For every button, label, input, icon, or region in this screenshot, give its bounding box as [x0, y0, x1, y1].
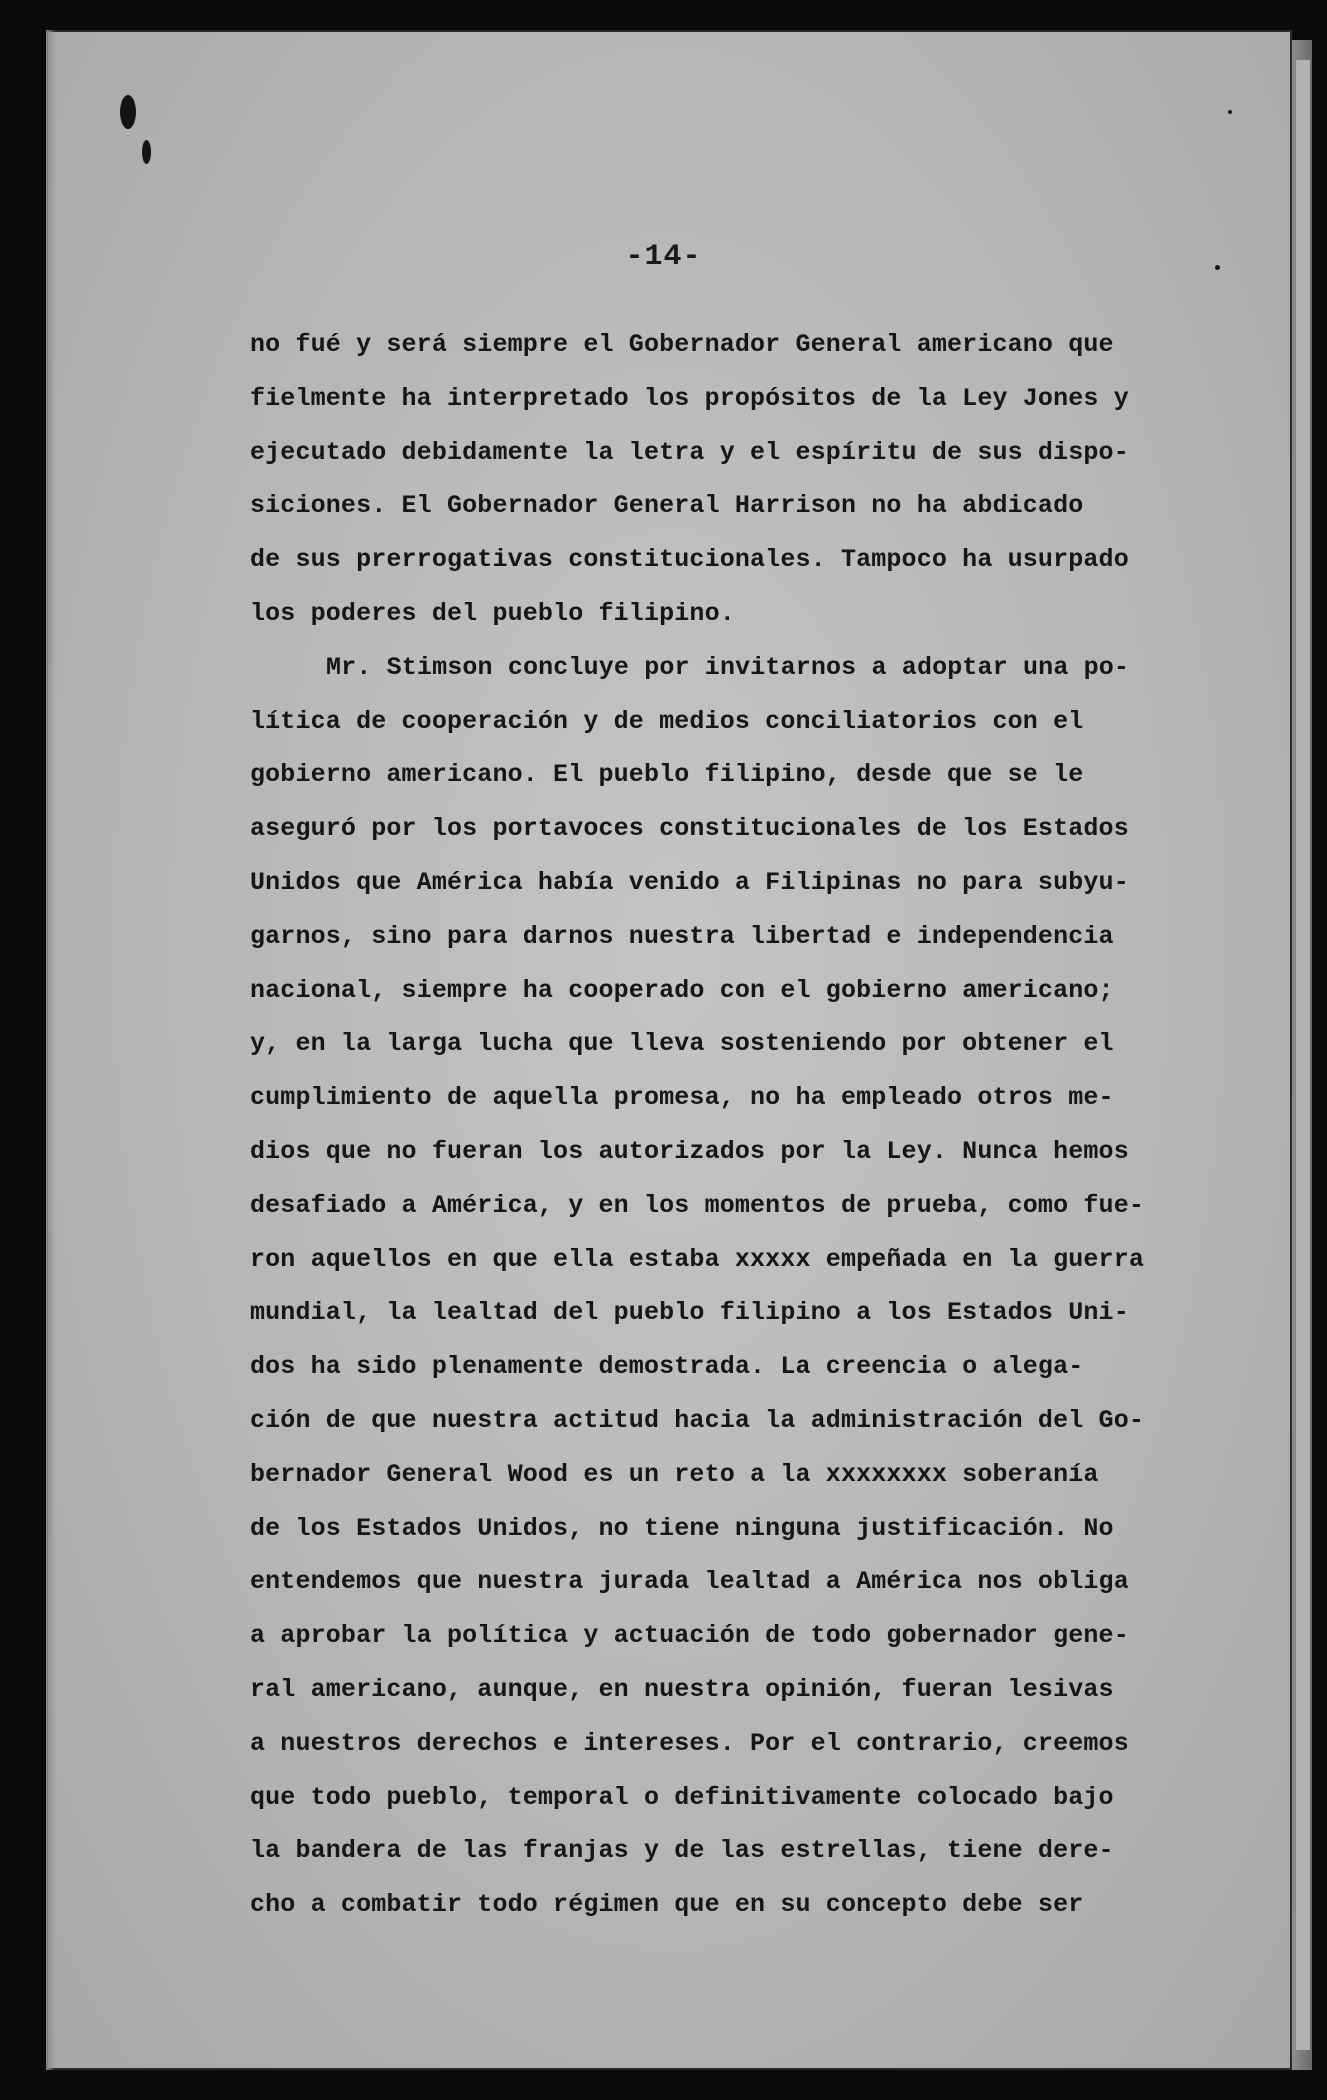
text-line: mundial, la lealtad del pueblo filipino a los Estados Uni- [250, 1298, 1129, 1328]
text-line: de los Estados Unidos, no tiene ninguna justificación. No [250, 1513, 1114, 1543]
text-line: los poderes del pueblo filipino. [250, 598, 735, 628]
text-line: que todo pueblo, temporal o definitivamente colocado bajo [250, 1782, 1114, 1812]
text-line: y, en la larga lucha que lleva sosteniendo por obtener el [250, 1029, 1114, 1059]
text-line: cumplimiento de aquella promesa, no ha empleado otros me- [250, 1083, 1114, 1113]
typewritten-body [250, 318, 1150, 1932]
text-line: dos ha sido plenamente demostrada. La creencia o alega- [250, 1352, 1084, 1382]
text-line: la bandera de las franjas y de las estrellas, tiene dere- [250, 1836, 1114, 1866]
text-line: a nuestros derechos e intereses. Por el contrario, creemos [250, 1728, 1129, 1758]
ink-blot [142, 140, 151, 164]
text-line: nacional, siempre ha cooperado con el gobierno americano; [250, 975, 1114, 1005]
text-line: dios que no fueran los autorizados por la Ley. Nunca hemos [250, 1136, 1129, 1166]
text-line: no fué y será siempre el Gobernador General americano que [250, 330, 1114, 359]
text-line: Unidos que América había venido a Filipinas no para subyu- [250, 867, 1129, 897]
text-line: entendemos que nuestra jurada lealtad a América nos obliga [250, 1567, 1129, 1597]
text-line: ron aquellos en que ella estaba xxxxx empeñada en la guerra [250, 1244, 1144, 1274]
text-line: Mr. Stimson concluye por invitarnos a adoptar una po- [326, 652, 1130, 682]
underlying-sheet-edge [1296, 60, 1310, 2050]
ink-blot [120, 95, 136, 129]
text-line: bernador General Wood es un reto a la xxxxxxxx soberanía [250, 1459, 1099, 1489]
text-line: garnos, sino para darnos nuestra libertad e independencia [250, 921, 1114, 951]
text-line: ral americano, aunque, en nuestra opinión, fueran lesivas [250, 1674, 1114, 1704]
ink-speck [1228, 110, 1232, 114]
text-line: cho a combatir todo régimen que en su concepto debe ser [250, 1890, 1084, 1920]
page-number: -14- [625, 240, 702, 274]
text-line: a aprobar la política y actuación de todo gobernador gene- [250, 1621, 1129, 1651]
text-line: siciones. El Gobernador General Harrison no ha abdicado [250, 491, 1084, 521]
text-line: gobierno americano. El pueblo filipino, desde que se le [250, 760, 1084, 790]
text-line: lítica de cooperación y de medios conciliatorios con el [250, 706, 1084, 736]
text-line: fielmente ha interpretado los propósitos de la Ley Jones y [250, 383, 1129, 413]
text-line: ejecutado debidamente la letra y el espíritu de sus dispo- [250, 437, 1129, 467]
page-edge-shadow [46, 30, 56, 2070]
text-line: desafiado a América, y en los momentos de prueba, como fue- [250, 1190, 1144, 1220]
text-line: de sus prerrogativas constitucionales. Tampoco ha usurpado [250, 545, 1129, 575]
text-line: aseguró por los portavoces constitucionales de los Estados [250, 814, 1129, 844]
text-line: ción de que nuestra actitud hacia la administración del Go- [250, 1405, 1144, 1435]
